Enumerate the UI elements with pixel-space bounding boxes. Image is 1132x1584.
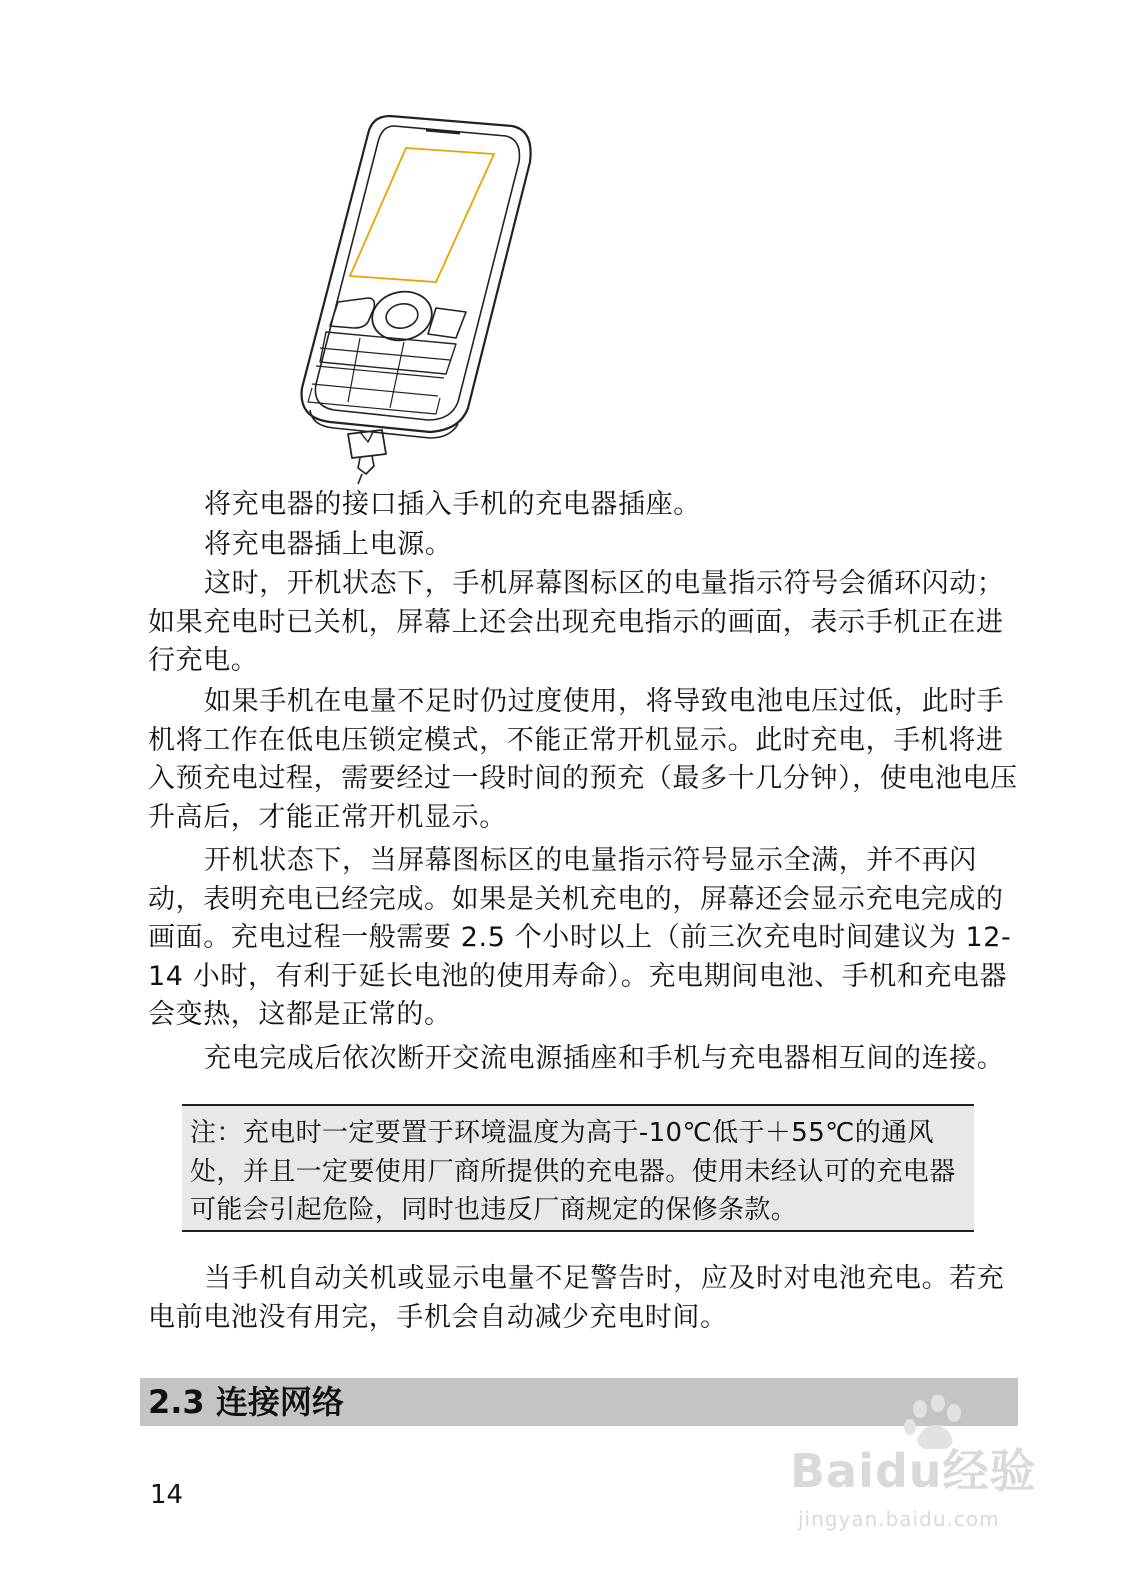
paragraph-plug-in-charger: 将充电器的接口插入手机的充电器插座。 <box>204 489 701 520</box>
baidu-watermark <box>790 1395 1050 1545</box>
phone-charging-illustration <box>290 112 540 487</box>
paragraph-charging-indicator: 这时，开机状态下，手机屏幕图标区的电量指示符号会循环闪动；如果充电时已关机，屏幕上还会出现充电指示的画面，表示手机正在进行充电。 <box>148 568 1005 676</box>
watermark-url: jingyan.baidu.com <box>798 1507 1000 1531</box>
paragraph-charging-complete: 开机状态下，当屏幕图标区的电量指示符号显示全满，并不再闪动，表明充电已经完成。如果是关机充电的，屏幕还会显示充电完成的画面。充电过程一般需要 2.5 个小时以上（前三次充电时间建议为 12-14 小时，有利于延长电池的使用寿命）。充电期间电池、手机和充电器会变热，这都是正常的。 <box>148 845 1012 1030</box>
section-title: 2.3 连接网络 <box>148 1383 344 1421</box>
page-number: 14 <box>150 1480 184 1510</box>
watermark-brand: Baidu经验 <box>790 1444 1037 1498</box>
paragraph-disconnect: 充电完成后依次断开交流电源插座和手机与充电器相互间的连接。 <box>204 1043 1005 1074</box>
paragraph-low-voltage: 如果手机在电量不足时仍过度使用，将导致电池电压过低，此时手机将工作在低电压锁定模式，不能正常开机显示。此时充电，手机将进入预充电过程，需要经过一段时间的预充（最多十几分钟），使电池电压升高后，才能正常开机显示。 <box>148 686 1018 833</box>
note-text: 注：充电时一定要置于环境温度为高于-10℃低于＋55℃的通风处，并且一定要使用厂商所提供的充电器。使用未经认可的充电器可能会引起危险，同时也违反厂商规定的保修条款。 <box>190 1118 956 1225</box>
paragraph-connect-power: 将充电器插上电源。 <box>204 529 453 560</box>
paragraph-low-battery-warning: 当手机自动关机或显示电量不足警告时，应及时对电池充电。若充电前电池没有用完，手机会自动减少充电时间。 <box>148 1263 1005 1333</box>
note-box <box>182 1104 974 1232</box>
